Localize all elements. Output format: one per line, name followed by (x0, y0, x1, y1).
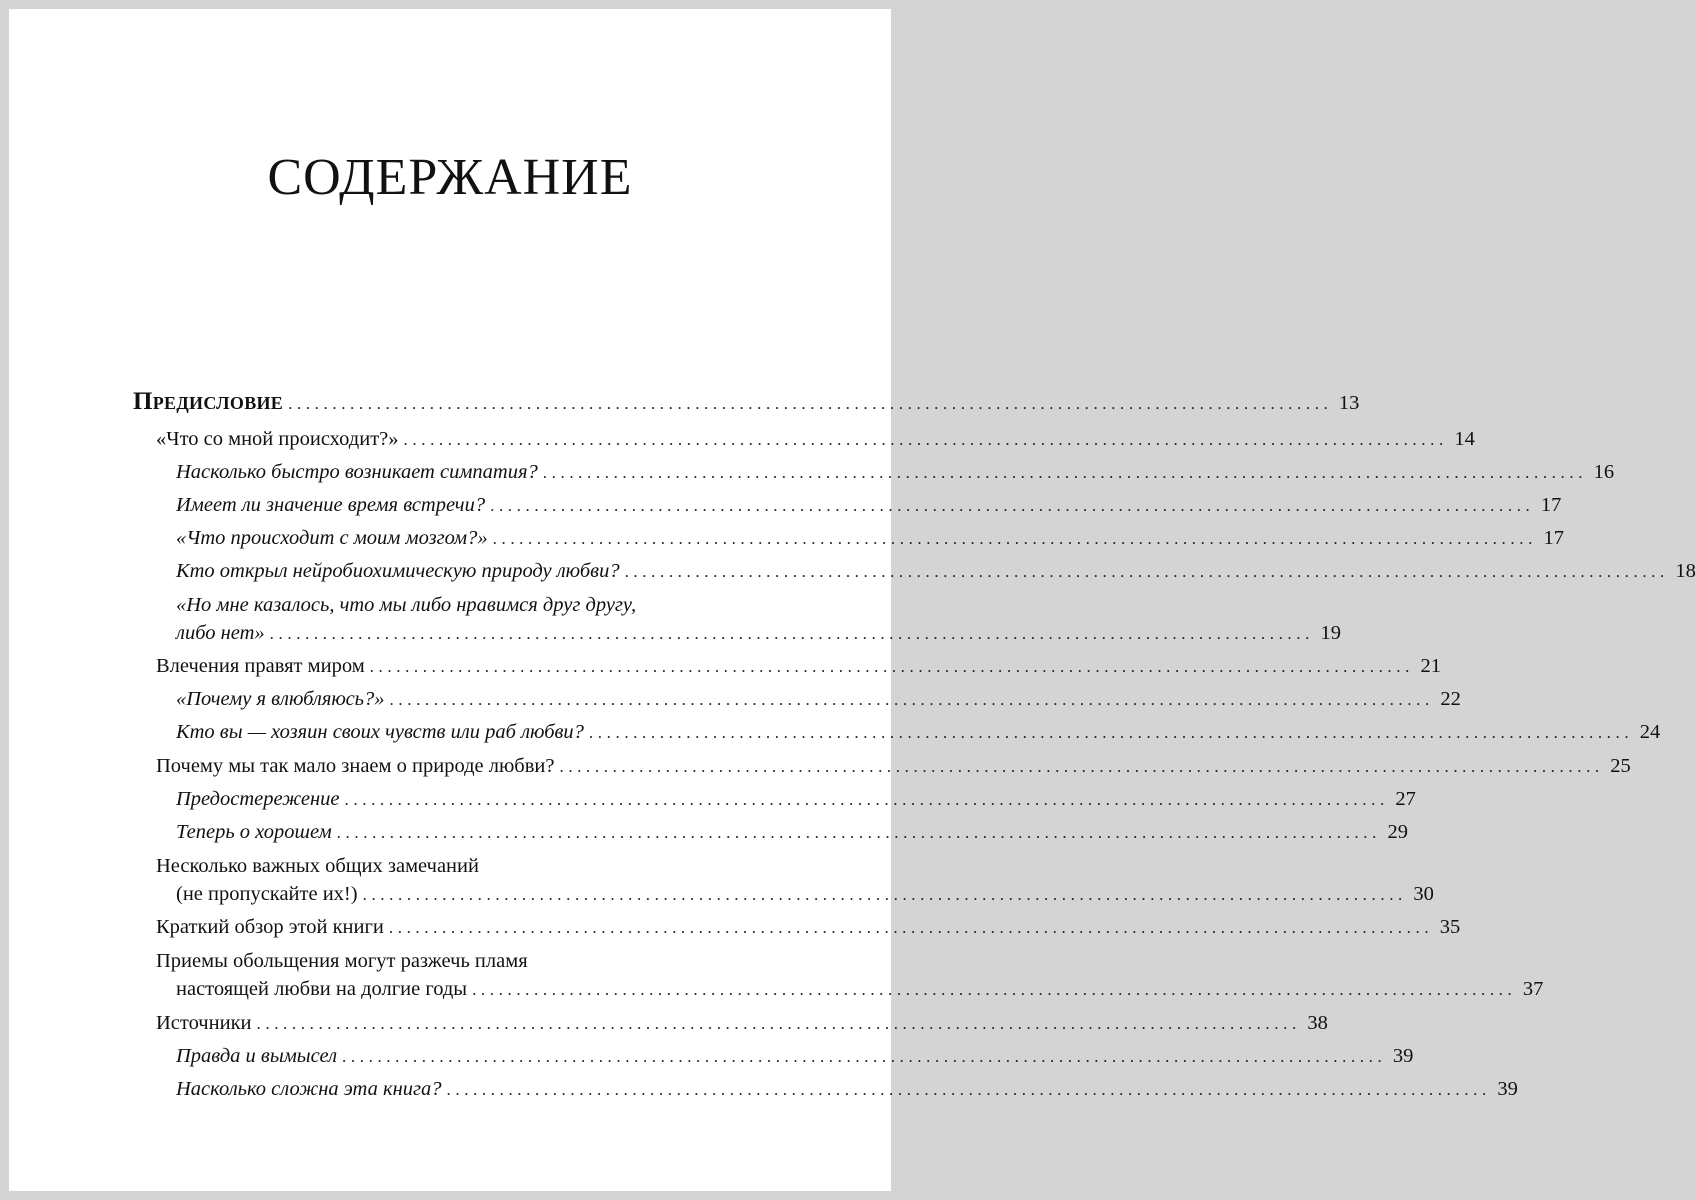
toc-entry-title: Предисловие (133, 388, 284, 415)
toc-entry-line2 (133, 621, 1341, 646)
toc-entry-title: настоящей любви на долгие годы (176, 978, 468, 1000)
toc-page-number: 35 (1439, 916, 1461, 938)
toc-entry[interactable] (133, 387, 1360, 417)
toc-page-number: 39 (1392, 1045, 1414, 1067)
toc-entry-title: Кто вы — хозяин своих чувств или раб любви? (176, 721, 584, 743)
toc-page-number: 17 (1543, 527, 1564, 549)
dot-leader: ...................................................................................................................... (542, 463, 1588, 482)
toc-entry[interactable] (133, 754, 1631, 779)
toc-entry-title-line1: Несколько важных общих замечаний (156, 855, 479, 877)
dot-leader: ...................................................................................................................... (344, 790, 1389, 809)
toc-entry-title: «Что происходит с моим мозгом?» (176, 527, 488, 549)
dot-leader: ...................................................................................................................... (624, 562, 1669, 581)
toc-page-number: 37 (1522, 978, 1544, 1000)
toc-page-number: 29 (1387, 821, 1408, 843)
toc-entry[interactable] (133, 1044, 1414, 1069)
toc-page-number: 14 (1454, 428, 1475, 450)
toc-entry[interactable] (133, 427, 1475, 452)
toc-entry-line2 (133, 977, 1544, 1002)
toc-page-number: 17 (1540, 494, 1562, 516)
toc-page-number: 27 (1395, 788, 1416, 810)
toc-entry[interactable] (133, 915, 1461, 940)
dot-leader: ...................................................................................................................... (472, 980, 1517, 999)
toc-entry-title: Теперь о хорошем (176, 821, 332, 843)
toc-page-number: 19 (1320, 622, 1341, 644)
toc-entry-title: либо нет» (176, 622, 265, 644)
toc-entry[interactable] (133, 720, 1661, 745)
toc-entry[interactable] (133, 787, 1416, 812)
toc-entry-title: Предостережение (176, 788, 340, 810)
toc-entry[interactable] (133, 493, 1562, 518)
toc-entry-title: (не пропускайте их!) (176, 883, 358, 905)
dot-leader: ...................................................................................................................... (362, 885, 1407, 904)
toc-page-number: 38 (1307, 1012, 1328, 1034)
dot-leader: ...................................................................................................................... (369, 657, 1414, 676)
toc-entry[interactable] (133, 654, 1441, 679)
toc-entry-title-line1: Приемы обольщения могут разжечь пламя (156, 950, 528, 972)
toc-page-number: 24 (1639, 721, 1661, 743)
page-title: СОДЕРЖАНИЕ (267, 149, 633, 206)
dot-leader: ...................................................................................................................... (492, 529, 1537, 548)
toc-entry-title: Влечения правят миром (156, 655, 365, 677)
dot-leader: ...................................................................................................................... (559, 757, 1604, 776)
toc-entry[interactable] (133, 820, 1408, 845)
dot-leader: ...................................................................................................................... (446, 1080, 1491, 1099)
toc-entry-title: Имеет ли значение время встречи? (176, 494, 486, 516)
toc-page-number: 25 (1610, 755, 1631, 777)
dot-leader: ...................................................................................................................... (490, 496, 1535, 515)
toc-entry[interactable] (133, 687, 1461, 712)
toc-entry-title: Насколько сложна эта книга? (176, 1078, 442, 1100)
toc-entry[interactable] (133, 1077, 1518, 1102)
dot-leader: ...................................................................................................................... (342, 1047, 1387, 1066)
toc-entry-line2 (133, 882, 1434, 907)
toc-entry-title: «Что со мной происходит?» (156, 428, 399, 450)
toc-page-number: 18 (1675, 560, 1696, 582)
dot-leader: ...................................................................................................................... (403, 430, 1448, 449)
dot-leader: ...................................................................................................................... (256, 1014, 1301, 1033)
toc-entry[interactable] (133, 526, 1564, 551)
toc-page-number: 30 (1413, 883, 1434, 905)
toc-page-number: 16 (1593, 461, 1615, 483)
toc-entry-title: Правда и вымысел (176, 1045, 338, 1067)
toc-entry[interactable] (133, 559, 1696, 584)
dot-leader: ...................................................................................................................... (269, 624, 1314, 643)
toc-entry-title: «Почему я влюбляюсь?» (176, 688, 385, 710)
toc-entry[interactable] (133, 1011, 1328, 1036)
dot-leader: ...................................................................................................................... (288, 394, 1333, 413)
toc-page-number: 22 (1440, 688, 1461, 710)
toc-page-number: 39 (1497, 1078, 1518, 1100)
toc-entry-title: Насколько быстро возникает симпатия? (176, 461, 538, 483)
toc-entry-title: Источники (156, 1012, 252, 1034)
toc-entry-title-line1: «Но мне казалось, что мы либо нравимся друг другу, (176, 594, 637, 616)
toc-entry-title: Кто открыл нейробиохимическую природу любви? (176, 560, 620, 582)
dot-leader: ...................................................................................................................... (388, 918, 1434, 937)
dot-leader: ...................................................................................................................... (336, 823, 1381, 842)
toc-entry-title: Почему мы так мало знаем о природе любви? (156, 755, 555, 777)
toc-page-number: 21 (1420, 655, 1441, 677)
toc-page-number: 13 (1338, 392, 1360, 414)
toc-entry-title: Краткий обзор этой книги (156, 916, 384, 938)
toc-entry[interactable] (133, 460, 1615, 485)
dot-leader: ...................................................................................................................... (389, 690, 1434, 709)
dot-leader: ...................................................................................................................... (588, 723, 1634, 742)
book-page (9, 9, 1696, 1191)
